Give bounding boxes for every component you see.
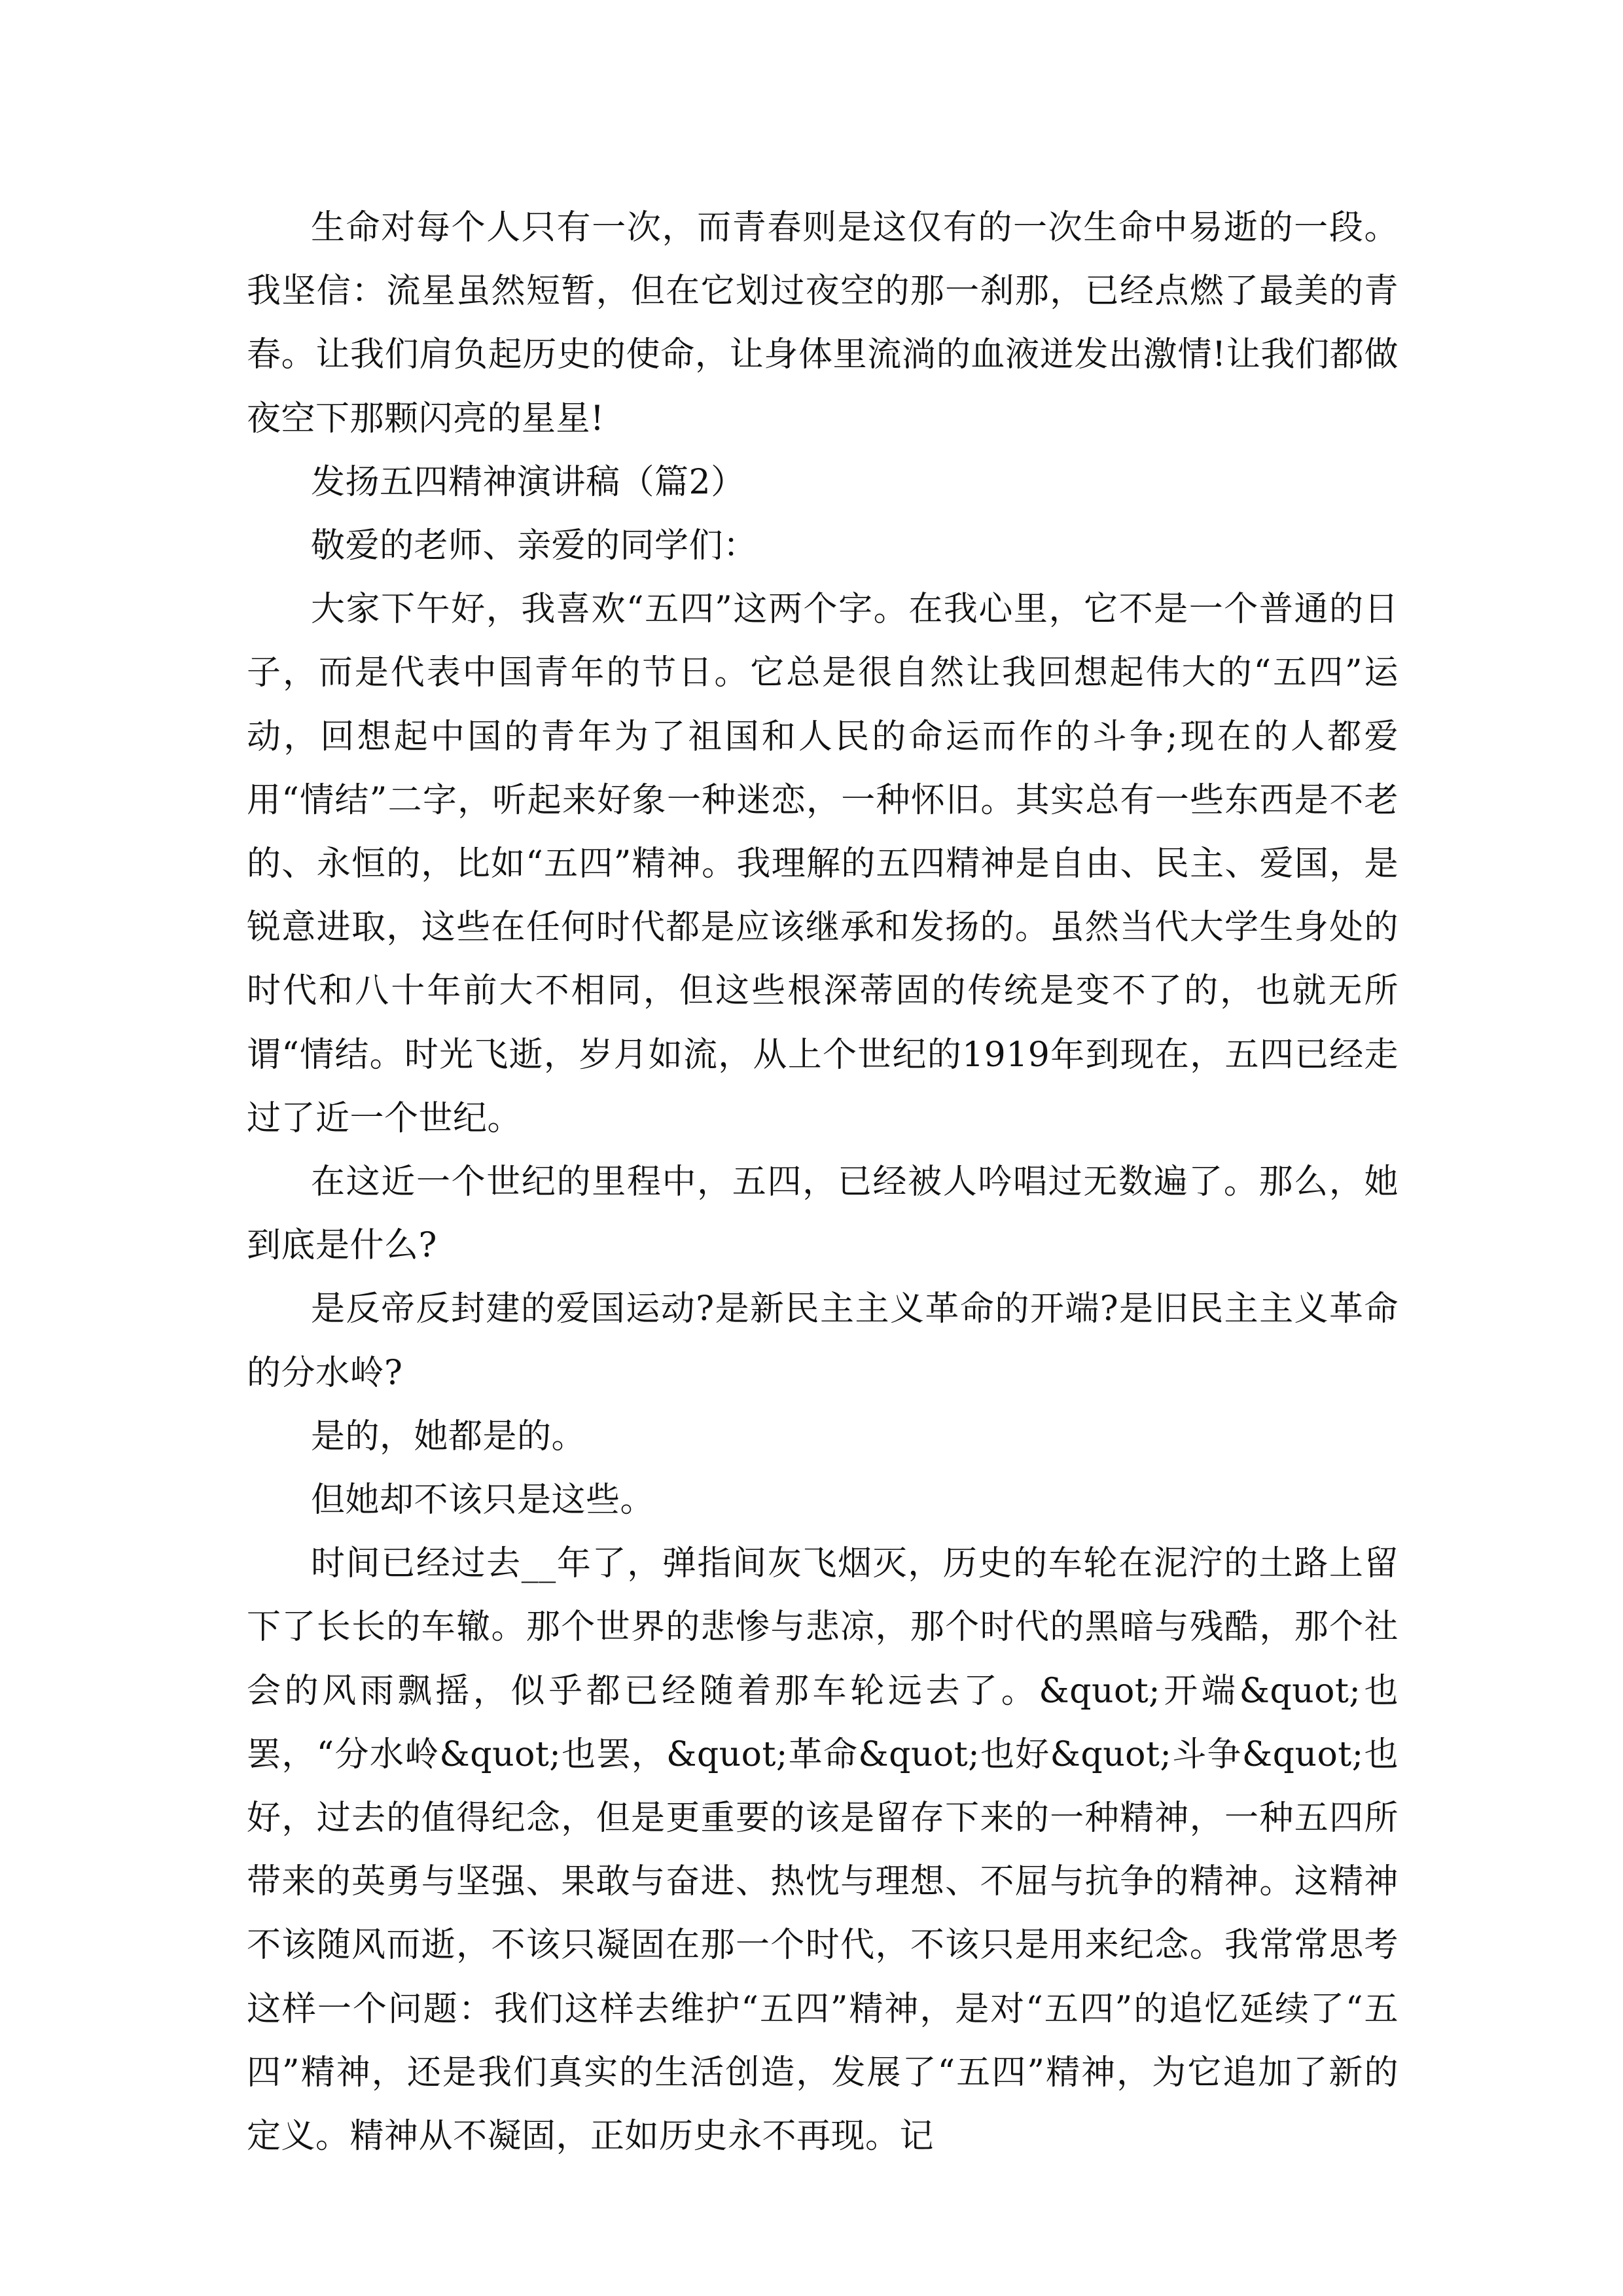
- paragraph-4: 是反帝反封建的爱国运动?是新民主主义革命的开端?是旧民主主义革命的分水岭?: [247, 1289, 1399, 1393]
- paragraph-7: 时间已经过去__年了，弹指间灰飞烟灭，历史的车轮在泥泞的土路上留下了长长的车辙。那个世界的悲惨与悲凉，那个时代的黑暗与残酷，那个社会的风雨飘摇，似乎都已经随着那车轮远去了。&quot;开端&quot;也罢，“分水岭&quot;也罢，&quot;革命&quot;也好&quot;斗争&quot;也好，过去的值得纪念，但是更重要的该是留存下来的一种精神，一种五四所带来的英勇与坚强、果敢与奋进、热忱与理想、不屈与抗争的精神。这精神不该随风而逝，不该只凝固在那一个时代，不该只是用来纪念。我常常思考这样一个问题：我们这样去维护“五四”精神，是对“五四”的追忆延续了“五四”精神，还是我们真实的生活创造，发展了“五四”精神，为它追加了新的定义。精神从不凝固，正如历史永不再现。记: [247, 1544, 1399, 2157]
- section-heading: 发扬五四精神演讲稿（篇2）: [311, 462, 745, 502]
- document-body: [247, 196, 1399, 2168]
- paragraph-2: 大家下午好，我喜欢“五四”这两个字。在我心里，它不是一个普通的日子，而是代表中国青年的节日。它总是很自然让我回想起伟大的“五四”运动，回想起中国的青年为了祖国和人民的命运而作的斗争;现在的人都爱用“情结”二字，听起来好象一种迷恋，一种怀旧。其实总有一些东西是不老的、永恒的，比如“五四”精神。我理解的五四精神是自由、民主、爱国，是锐意进取，这些在任何时代都是应该继承和发扬的。虽然当代大学生身处的时代和八十年前大不相同，但这些根深蒂固的传统是变不了的，也就无所谓“情结。时光飞逝，岁月如流，从上个世纪的1919年到现在，五四已经走过了近一个世纪。: [247, 590, 1399, 1138]
- salutation: 敬爱的老师、亲爱的同学们：: [311, 526, 758, 566]
- paragraph-5: 是的，她都是的。: [311, 1416, 586, 1456]
- paragraph-1: 生命对每个人只有一次，而青春则是这仅有的一次生命中易逝的一段。我坚信：流星虽然短暂，但在它划过夜空的那一刹那，已经点燃了最美的青春。让我们肩负起历史的使命，让身体里流淌的血液迸发出激情!让我们都做夜空下那颗闪亮的星星!: [247, 208, 1399, 439]
- paragraph-3: 在这近一个世纪的里程中，五四，已经被人吟唱过无数遍了。那么，她到底是什么?: [247, 1162, 1399, 1266]
- paragraph-6: 但她却不该只是这些。: [311, 1480, 655, 1520]
